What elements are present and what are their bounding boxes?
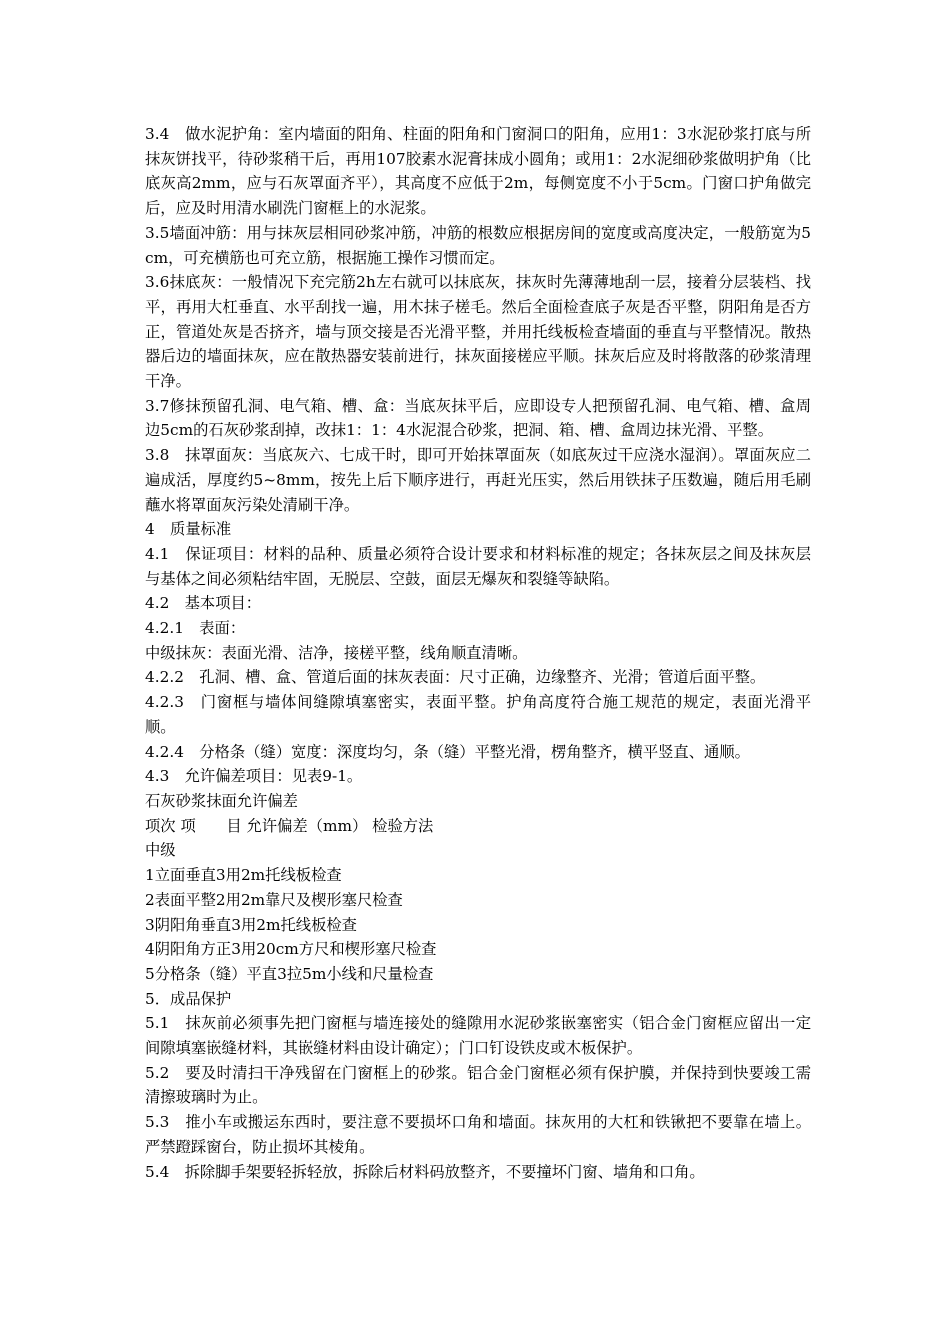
section-4-2-heading: 4.2 基本项目： bbox=[145, 594, 262, 613]
section-4-2-3-paragraph: 4.2.3 门窗框与墙体间缝隙填塞密实，表面平整。护角高度符合施工规范的规定，表面光滑平顺。 bbox=[145, 693, 811, 736]
section-3-4-paragraph: 3.4 做水泥护角：室内墙面的阳角、柱面的阳角和门窗洞口的阳角，应用1：3水泥砂浆打底与所抹灰饼找平，待砂浆稍干后，再用107胶素水泥膏抹成小圆角；或用1：2水泥细砂浆做明护角（比底灰高2mm，应与石灰罩面齐平），其高度不应低于2m，每侧宽度不小于5cm。门窗口护角做完后，应及时用清水刷洗门窗框上的水泥浆。 bbox=[145, 125, 811, 218]
section-4-2-4-paragraph: 4.2.4 分格条（缝）宽度：深度均匀，条（缝）平整光滑，楞角整齐，横平竖直、通顺。 bbox=[145, 742, 750, 761]
section-5-heading: 5．成品保护 bbox=[145, 989, 232, 1008]
section-4-2-1-heading: 4.2.1 表面： bbox=[145, 619, 246, 638]
section-3-7-paragraph: 3.7修抹预留孔洞、电气箱、槽、盒：当底灰抹平后，应即设专人把预留孔洞、电气箱、槽、盒周边5cm的石灰砂浆刮掉，改抹1：1：4水泥混合砂浆，把洞、箱、槽、盒周边抹光滑、平整。 bbox=[145, 396, 811, 440]
table-header-row: 项次 项 目 允许偏差（mm） 检验方法 bbox=[145, 816, 434, 835]
section-3-8-paragraph: 3.8 抹罩面灰：当底灰六、七成干时，即可开始抹罩面灰（如底灰过干应浇水湿润）。罩面灰应二遍成活，厚度约5~8mm，按先上后下顺序进行，再赶光压实，然后用铁抹子压数遍，随后用毛刷蘸水将罩面灰污染处清刷干净。 bbox=[145, 446, 811, 514]
table-row: 5分格条（缝）平直3拉5m小线和尺量检查 bbox=[145, 964, 434, 983]
table-grade-row: 中级 bbox=[145, 841, 176, 860]
section-5-3-paragraph: 5.3 推小车或搬运东西时，要注意不要损坏口角和墙面。抹灰用的大杠和铁锹把不要靠在墙上。严禁蹬踩窗台，防止损坏其棱角。 bbox=[145, 1113, 811, 1156]
section-3-6-paragraph: 3.6抹底灰：一般情况下充完筋2h左右就可以抹底灰，抹灰时先薄薄地刮一层，接着分层装档、找平，再用大杠垂直、水平刮找一遍，用木抹子槎毛。然后全面检查底子灰是否平整，阴阳角是否方正，管道处灰是否挤齐，墙与顶交接是否光滑平整，并用托线板检查墙面的垂直与平整情况。散热器后边的墙面抹灰，应在散热器安装前进行，抹灰面接槎应平顺。抹灰后应及时将散落的砂浆清理干净。 bbox=[145, 273, 811, 391]
table-title: 石灰砂浆抹面允许偏差 bbox=[145, 791, 298, 810]
table-row: 2表面平整2用2m靠尺及楔形塞尺检查 bbox=[145, 890, 403, 909]
section-5-1-paragraph: 5.1 抹灰前必须事先把门窗框与墙连接处的缝隙用水泥砂浆嵌塞密实（铝合金门窗框应留出一定间隙填塞嵌缝材料，其嵌缝材料由设计确定）；门口钉设铁皮或木板保护。 bbox=[145, 1014, 811, 1058]
section-5-4-paragraph: 5.4 拆除脚手架要轻拆轻放，拆除后材料码放整齐，不要撞坏门窗、墙角和口角。 bbox=[145, 1162, 705, 1181]
section-5-2-paragraph: 5.2 要及时清扫干净残留在门窗框上的砂浆。铝合金门窗框必须有保护膜，并保持到快要竣工需清擦玻璃时为止。 bbox=[145, 1063, 811, 1107]
section-4-1-paragraph: 4.1 保证项目：材料的品种、质量必须符合设计要求和材料标准的规定；各抹灰层之间及抹灰层与基体之间必须粘结牢固，无脱层、空鼓，面层无爆灰和裂缝等缺陷。 bbox=[145, 544, 811, 588]
section-4-2-1-body: 中级抹灰：表面光滑、洁净，接槎平整，线角顺直清晰。 bbox=[145, 643, 528, 662]
table-row: 4阴阳角方正3用20cm方尺和楔形塞尺检查 bbox=[145, 940, 437, 959]
table-row: 1立面垂直3用2m托线板检查 bbox=[145, 866, 342, 885]
document-page bbox=[145, 122, 811, 1184]
section-4-heading: 4 质量标准 bbox=[145, 520, 232, 539]
section-3-5-paragraph: 3.5墙面冲筋：用与抹灰层相同砂浆冲筋，冲筋的根数应根据房间的宽度或高度决定，一般筋宽为5cm，可充横筋也可充立筋，根据施工操作习惯而定。 bbox=[145, 223, 811, 267]
section-4-2-2-paragraph: 4.2.2 孔洞、槽、盒、管道后面的抹灰表面：尺寸正确，边缘整齐、光滑；管道后面平整。 bbox=[145, 668, 766, 687]
section-4-3-paragraph: 4.3 允许偏差项目：见表9-1。 bbox=[145, 767, 363, 786]
table-row: 3阴阳角垂直3用2m托线板检查 bbox=[145, 915, 357, 934]
